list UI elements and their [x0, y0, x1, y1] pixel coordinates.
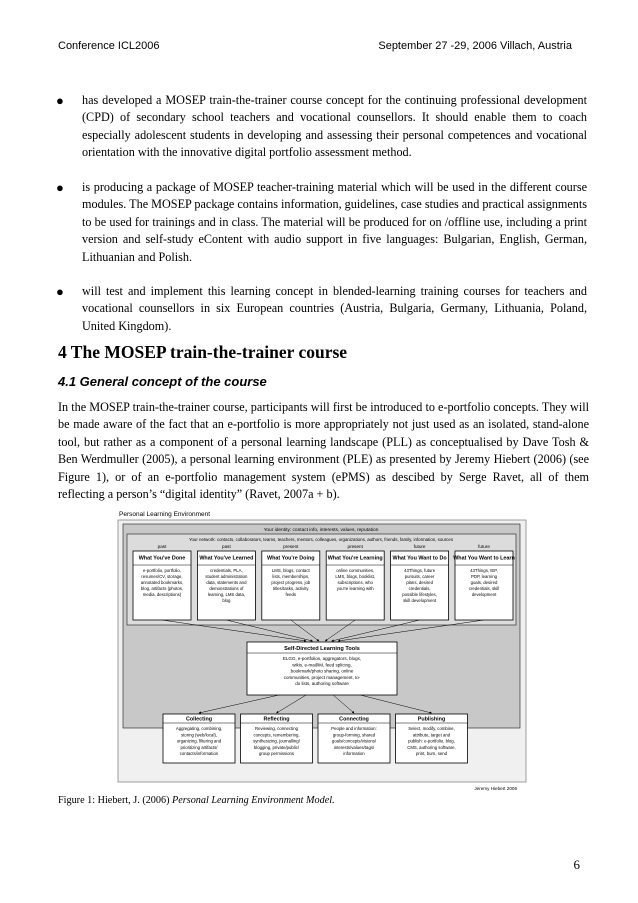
bullet-text: is producing a package of MOSEP teacher-training material which will be used in the different course modules. The MOSEP package contains information, guidelines, case studies and practical assignments to be used for trainings and in class. The material will be produced for on /offline use, including a print version and self-study eContent with audio support in five languages: Bulgarian, English, German, Lithuanian and Polish.: [82, 180, 587, 264]
activity-body-line: contacts/information: [179, 751, 219, 757]
body-paragraph: In the MOSEP train-the-trainer course, participants will first be introduced to e-portfolio concepts. They will be made aware of the fact that an e-portfolio is more appropriately not just used as an isolated, stand-alone tool, but rather as a component of a personal learning landscape (PLL) as conceptualised by Dave Tosh & Ben Werdmuller (2005), a personal learning environment (PLE) as presented by Jeremy Hiebert (2006) (see Figure 1), or of an e-portfolio management system (ePMS) as descibed by Serge Ravet, all of them reflecting a person’s “digital identity” (Ravet, 2007a + b).: [58, 400, 589, 502]
subsection-heading: 4.1 General concept of the course: [58, 374, 267, 389]
activity-heading: Connecting: [339, 716, 369, 723]
activity-body-line: attribute, target and: [412, 732, 451, 738]
activity-body-line: organizing, filtering and: [176, 738, 222, 744]
column-heading: What You've Done: [138, 555, 186, 562]
bullet-marker: ●: [56, 180, 64, 195]
activity-body-line: CMS, authoring software,: [407, 744, 456, 750]
column-body-line: goals, desired: [470, 580, 498, 585]
bullet-marker: ●: [56, 284, 64, 299]
column-heading: What You're Doing: [267, 555, 315, 562]
column-body-line: 43Things, future: [404, 568, 436, 573]
column-body-line: feeds: [285, 592, 297, 597]
column-body-line: learning, LMS data,: [207, 592, 246, 597]
column-body-line: pursuits, career: [404, 574, 435, 579]
activity-body-line: group permissions: [258, 751, 295, 757]
ple-figure: [115, 508, 528, 794]
activity-heading: Collecting: [185, 716, 213, 723]
column-time-label: future: [413, 544, 426, 549]
column-time-label: past: [157, 544, 167, 549]
column-body-line: credentials, skill: [468, 586, 500, 591]
activity-body-line: storing (web/local),: [180, 732, 218, 738]
column-body-line: resumes/CV, storage,: [141, 574, 183, 579]
bullet-text: has developed a MOSEP train-the-trainer course concept for the continuing professional development (CPD) of secondary school teachers and vocational counsellors. It should enable them to coach especially adolescent students in developing and assessing their personal competences and vocational orientation with the innovative digital portfolio assessment method.: [82, 93, 587, 160]
column-heading: What You've Learned: [199, 555, 254, 562]
column-body-line: credentials,: [408, 586, 431, 591]
column-body-line: lists, memberships,: [272, 574, 310, 579]
header-date-location: September 27 -29, 2006 Villach, Austria: [378, 40, 572, 52]
activity-body-line: People and information:: [331, 726, 377, 731]
column-body-line: possible lifestyles,: [402, 592, 437, 597]
activity-body-line: information: [343, 751, 365, 757]
column-body-line: annotated bookmarks,: [140, 580, 184, 585]
column-body-line: skill development: [403, 598, 437, 603]
column-body-line: online communities,: [336, 568, 375, 573]
sdl-body-line: bookmark/photo sharing, online: [290, 668, 354, 674]
activity-body-line: publish: e-portfolio, blog,: [408, 738, 455, 744]
activity-body-line: Select, modify, combine,: [408, 726, 455, 731]
column-body-line: e-portfolio, portfolio,: [143, 568, 181, 573]
activity-body-line: prioritizing artifacts/: [180, 744, 218, 750]
figure-title: Personal Learning Environment: [119, 511, 211, 518]
bullet-item: [56, 179, 587, 266]
activity-body-line: goals/concepts/visions/: [331, 738, 377, 744]
bullet-item: [56, 92, 587, 162]
column-body-line: student administration: [205, 574, 248, 579]
column-time-label: present: [347, 544, 363, 549]
column-body-line: data, statements and: [206, 580, 247, 585]
sdl-body-line: ELGG, e-portfolios, aggregators, blogs,: [282, 656, 362, 661]
caption-title: Personal Learning Environment Model.: [172, 795, 335, 806]
activity-body-line: print, burn, send: [415, 751, 448, 757]
column-body-line: LMS, blogs, booklist,: [335, 574, 376, 579]
bullet-item: [56, 283, 587, 335]
bullet-marker: ●: [56, 93, 64, 108]
column-time-label: present: [283, 544, 299, 549]
caption-prefix: Figure 1: Hiebert, J. (2006): [58, 795, 173, 806]
column-body-line: titles/tasks, activity: [273, 586, 309, 591]
column-time-label: future: [478, 544, 490, 549]
activity-body-line: blogging, private/public/: [253, 744, 300, 750]
activity-body-line: Reviewing, connecting: [255, 726, 298, 731]
column-time-label: past: [222, 544, 231, 549]
sdl-body-line: communities, project management, to-: [283, 674, 361, 680]
header-conference: Conference ICL2006: [58, 40, 160, 52]
activity-body-line: Aggregating, combining,: [175, 726, 223, 731]
identity-label: Your identity: contact info, interests, values, reputation: [263, 528, 379, 533]
column-body-line: 43Things, IEP,: [470, 568, 498, 573]
column-body-line: development: [471, 592, 497, 597]
column-body-line: media, descriptions): [142, 592, 182, 597]
column-body-line: demonstrations of: [209, 586, 244, 591]
section-heading: 4 The MOSEP train-the-trainer course: [58, 342, 348, 362]
figure-caption: [58, 795, 335, 806]
column-body-line: subscriptions, who: [337, 580, 373, 585]
column-heading: What You're Learning: [327, 555, 383, 562]
figure-credit: Jeremy Hiebert 2006: [474, 786, 517, 791]
sdl-body-line: do lists, authoring software: [295, 681, 349, 687]
sdl-body-line: wikis, e-mail/IM, feed splicing,: [292, 662, 352, 668]
network-label: Your network: contacts, collaborators, teams, teachers, mentors, colleagues, organizations, authors, friends, family, information, sources: [188, 537, 454, 542]
sdl-heading: Self-Directed Learning Tools: [284, 646, 360, 652]
column-body-line: blog: [222, 598, 231, 603]
activity-body-line: synthesizing, journalling/: [253, 738, 300, 744]
activity-body-line: interests/values/tags/: [333, 744, 375, 750]
activity-body-line: concepts, remembering,: [253, 732, 300, 738]
column-body-line: PDP, learning: [471, 574, 497, 579]
activity-body-line: group-forming, shared: [332, 732, 376, 738]
column-heading: What You Want to Do: [392, 555, 447, 562]
column-body-line: LMS, blogs, contact: [271, 568, 310, 573]
column-body-line: blog, artifacts (photos,: [140, 586, 184, 591]
activity-heading: Reflecting: [263, 716, 290, 723]
column-body-line: credentials, PLA,: [210, 568, 243, 573]
bullet-text: will test and implement this learning concept in blended-learning training courses for teachers and vocational counsellors in six European countries (Austria, Bulgaria, Germany, Lithuania, Poland, United Kingdom).: [82, 284, 587, 333]
column-body-line: you're learning with: [336, 586, 374, 591]
activity-heading: Publishing: [417, 716, 446, 723]
column-body-line: plans, desired: [406, 580, 433, 585]
column-body-line: project progress, job: [271, 580, 311, 585]
column-heading: What You Want to Learn: [453, 555, 515, 562]
page-number: 6: [573, 857, 580, 872]
